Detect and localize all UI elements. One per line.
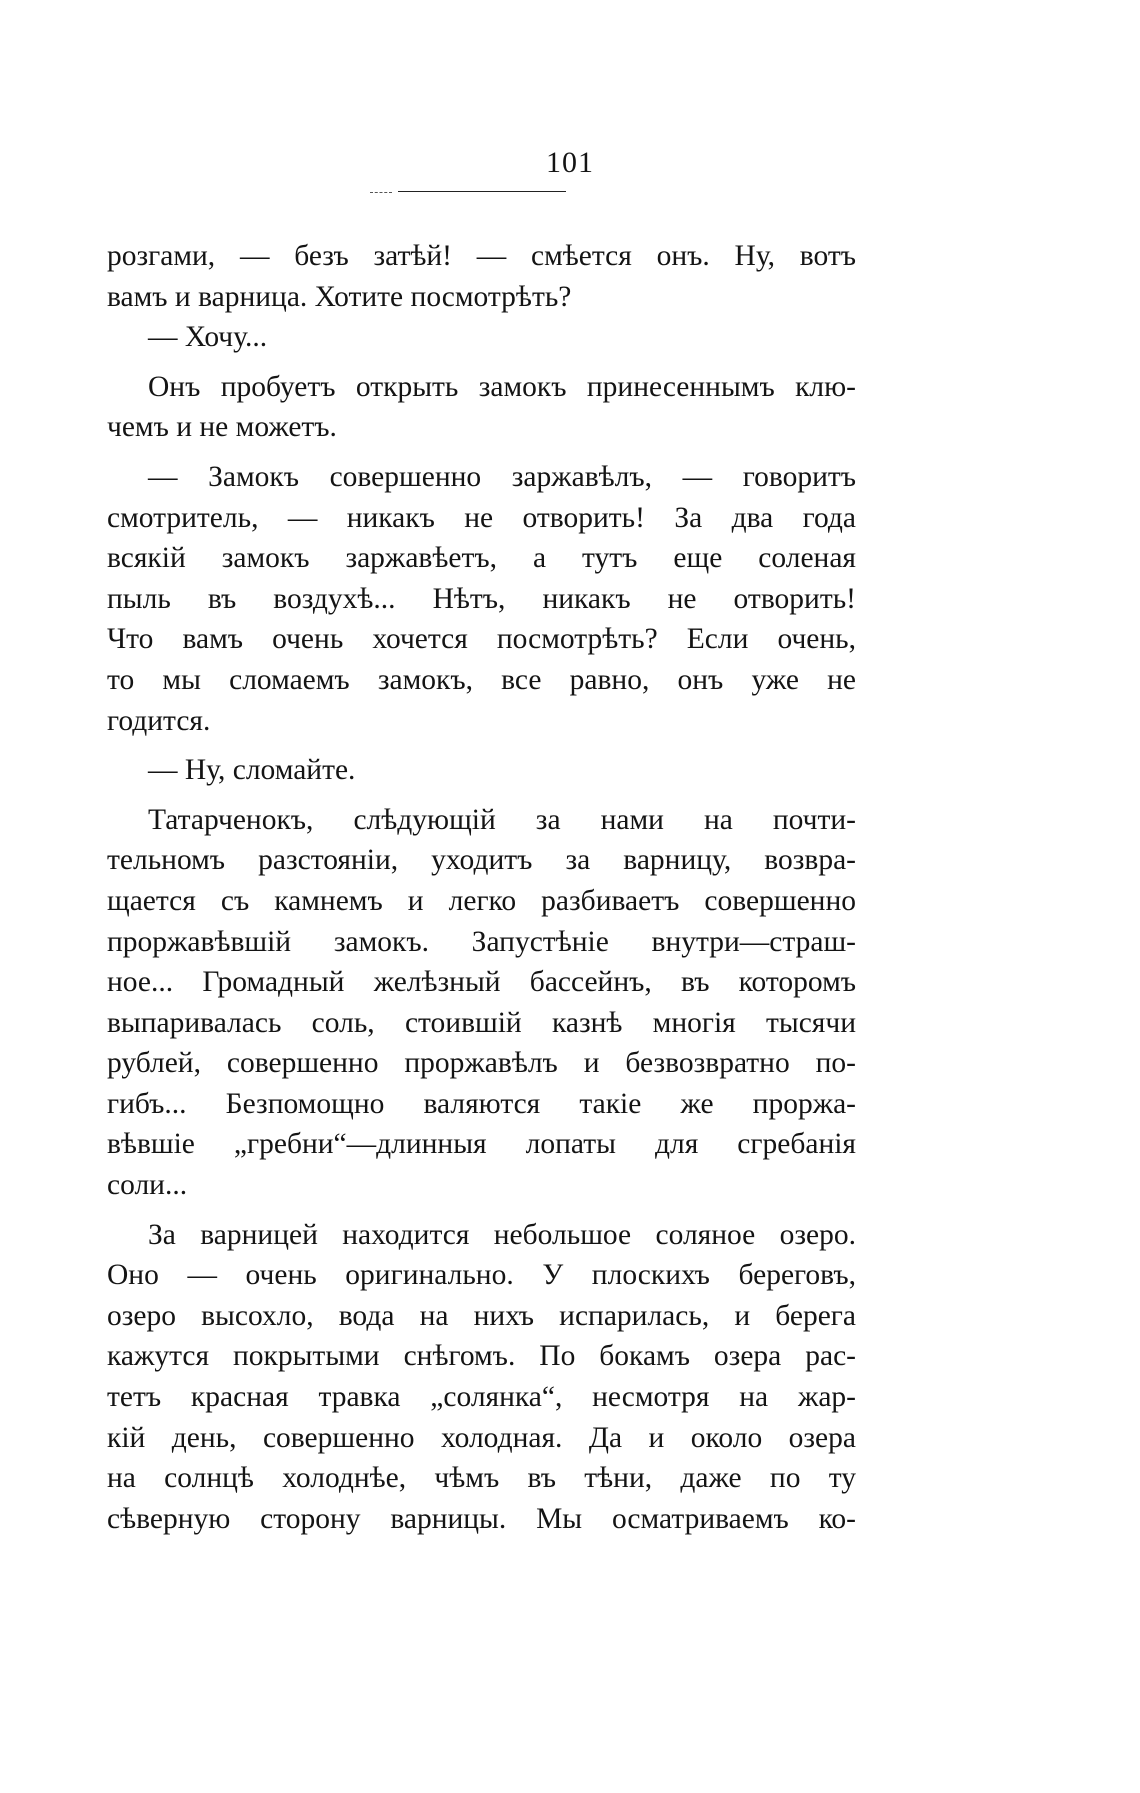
paragraph bbox=[107, 236, 856, 317]
paragraph bbox=[107, 367, 856, 448]
text-line: всякій замокъ заржавѣетъ, а тутъ еще соленая bbox=[107, 542, 856, 575]
text-line: выпаривалась соль, стоившій казнѣ многія тысячи bbox=[107, 1006, 856, 1039]
text-line: тельномъ разстояніи, уходитъ за варницу, возвра- bbox=[107, 844, 856, 877]
header-rule-dash bbox=[370, 192, 392, 193]
text-line: смотритель, — никакъ не отворить! За два года bbox=[107, 501, 856, 534]
body-text bbox=[107, 236, 856, 1539]
paragraph bbox=[107, 457, 856, 741]
paragraph bbox=[107, 800, 856, 1206]
text-line: соли... bbox=[107, 1169, 188, 1202]
text-line: щается съ камнемъ и легко разбиваетъ совершенно bbox=[107, 884, 856, 917]
text-line: — Ну, сломайте. bbox=[148, 754, 356, 787]
text-line: чемъ и не можетъ. bbox=[107, 411, 337, 444]
text-line: вамъ и варница. Хотите посмотрѣть? bbox=[107, 280, 572, 313]
text-line: розгами, — безъ затѣй! — смѣется онъ. Ну, вотъ bbox=[107, 240, 856, 272]
text-line: ное... Громадный желѣзный бассейнъ, въ которомъ bbox=[107, 966, 856, 999]
header-rule bbox=[398, 191, 566, 192]
text-line: на солнцѣ холоднѣе, чѣмъ въ тѣни, даже по ту bbox=[107, 1462, 856, 1495]
text-line: годится. bbox=[107, 704, 211, 737]
text-line: Татарченокъ, слѣдующій за нами на почти- bbox=[148, 803, 856, 836]
text-line: пыль въ воздухѣ... Нѣтъ, никакъ не отворить! bbox=[107, 582, 856, 615]
paragraph bbox=[107, 750, 856, 791]
text-line: Оно — очень оригинально. У плоскихъ береговъ, bbox=[107, 1259, 856, 1292]
text-line: озеро высохло, вода на нихъ испарилась, и берега bbox=[107, 1299, 856, 1332]
text-line: За варницей находится небольшое соляное озеро. bbox=[148, 1218, 856, 1251]
paragraph bbox=[107, 1215, 856, 1540]
text-line: Что вамъ очень хочется посмотрѣть? Если очень, bbox=[107, 623, 856, 656]
text-line: сѣверную сторону варницы. Мы осматриваемъ ко- bbox=[107, 1502, 856, 1535]
text-line: то мы сломаемъ замокъ, все равно, онъ уже не bbox=[107, 663, 856, 696]
text-line: рублей, совершенно проржавѣлъ и безвозвратно по- bbox=[107, 1047, 856, 1080]
page-header bbox=[0, 146, 1140, 180]
text-line: кій день, совершенно холодная. Да и около озера bbox=[107, 1421, 856, 1454]
text-line: Онъ пробуетъ открыть замокъ принесеннымъ клю- bbox=[148, 370, 856, 403]
text-line: — Хочу... bbox=[148, 321, 268, 354]
text-line: кажутся покрытыми снѣгомъ. По бокамъ озера рас- bbox=[107, 1340, 856, 1373]
text-line: — Замокъ совершенно заржавѣлъ, — говоритъ bbox=[148, 460, 856, 493]
paragraph bbox=[107, 317, 856, 358]
text-line: гибъ... Безпомощно валяются такіе же проржа- bbox=[107, 1087, 856, 1120]
text-line: вѣвшіе „гребни“—длинныя лопаты для сгребанія bbox=[107, 1128, 856, 1161]
text-line: проржавѣвшій замокъ. Запустѣніе внутри—страш- bbox=[107, 925, 856, 958]
page-number: 101 bbox=[546, 146, 594, 179]
text-line: тетъ красная травка „солянка“, несмотря на жар- bbox=[107, 1381, 856, 1414]
